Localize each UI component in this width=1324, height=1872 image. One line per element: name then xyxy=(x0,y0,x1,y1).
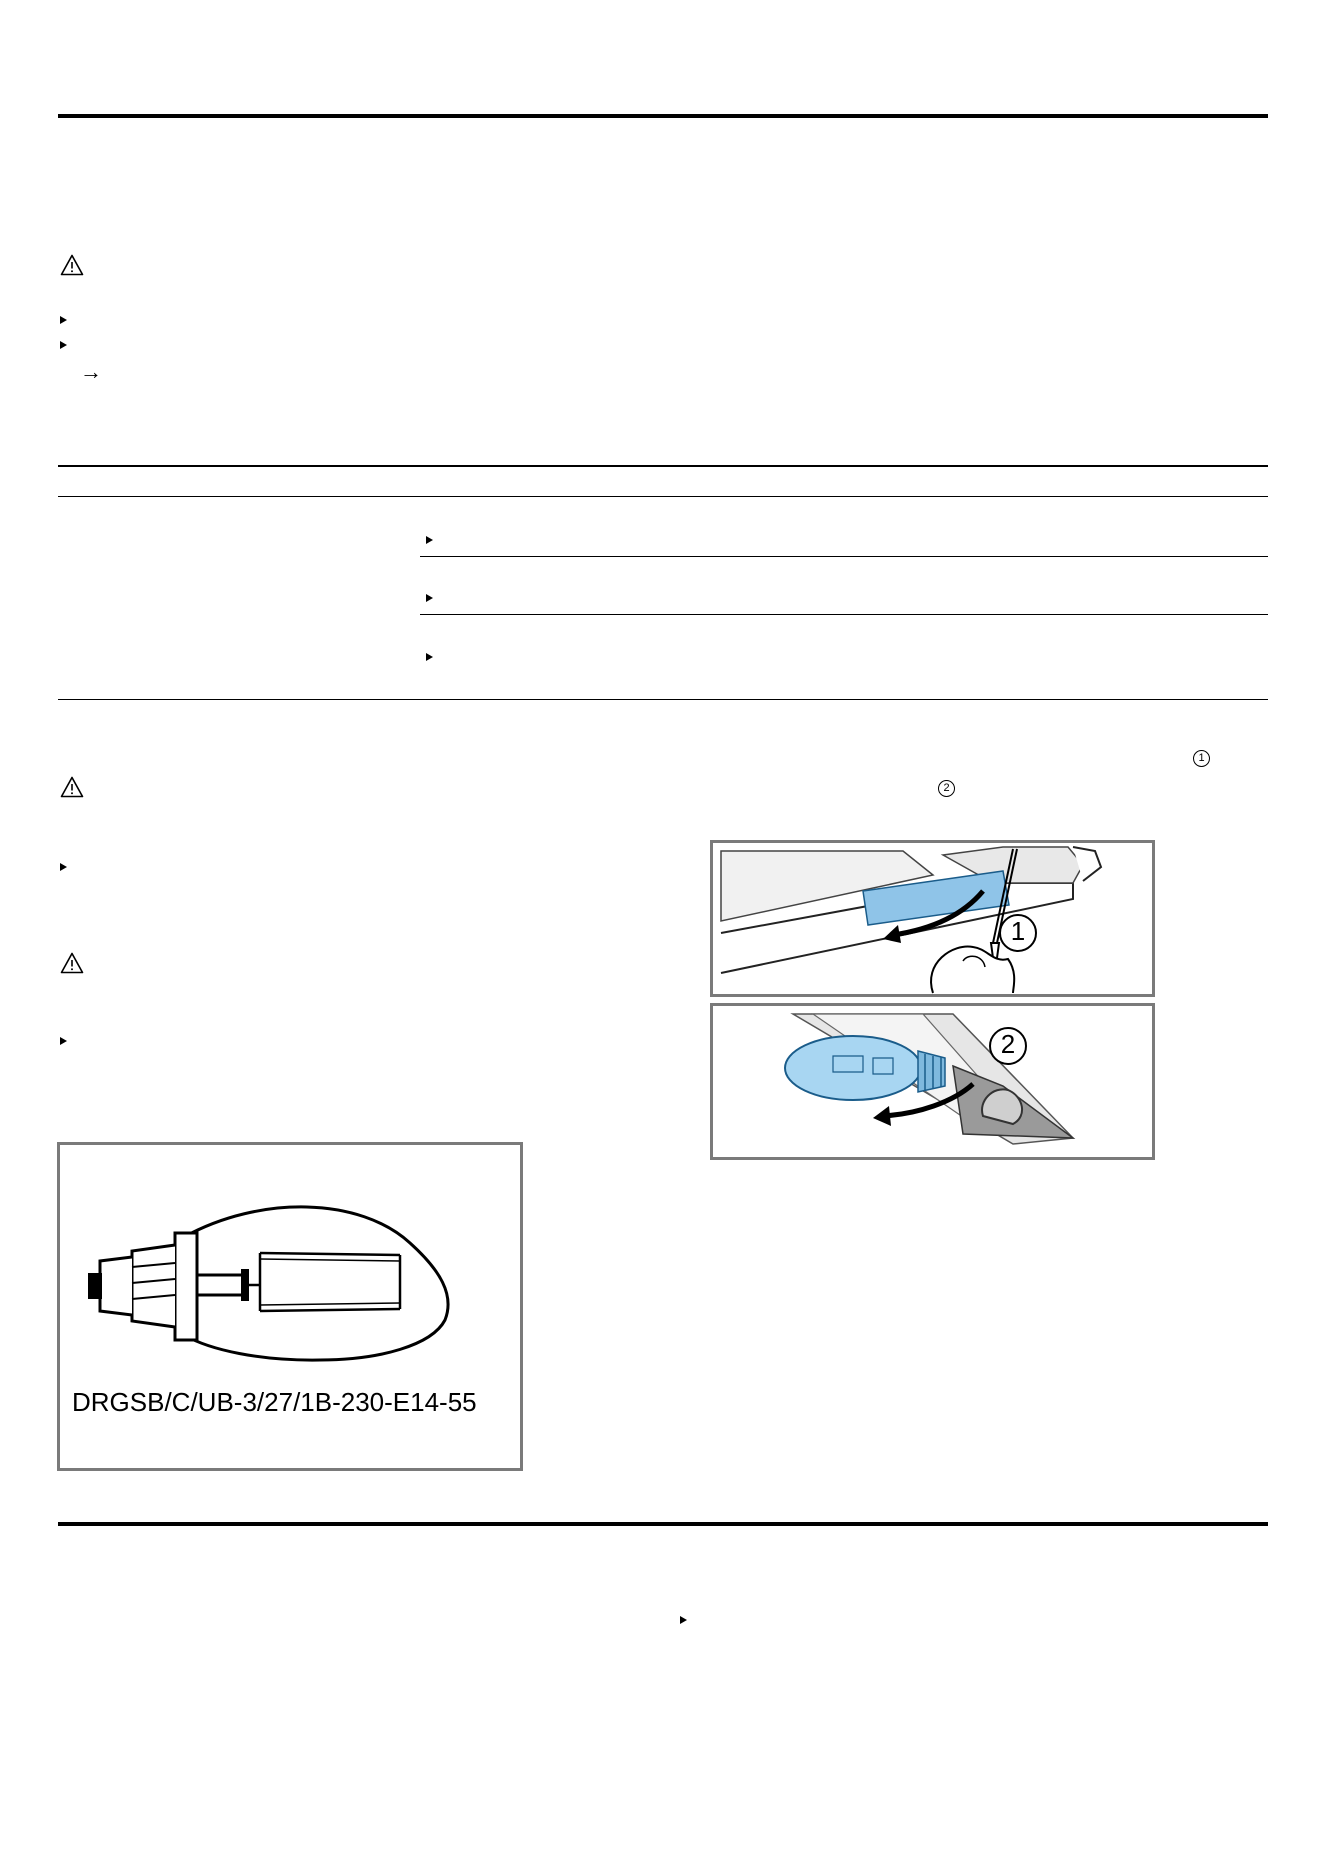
play-bullet-icon xyxy=(426,536,433,544)
warning-triangle-icon xyxy=(60,776,84,798)
callout-2-icon: 2 xyxy=(938,780,955,797)
callout-1-icon: 1 xyxy=(1193,750,1210,767)
step-1-figure xyxy=(710,840,1155,997)
remove-cover-illustration xyxy=(713,843,1152,994)
step-2-label: 2 xyxy=(1000,1029,1016,1059)
play-bullet-icon xyxy=(680,1616,687,1624)
table-header-rule xyxy=(58,496,1268,497)
warning-triangle-icon xyxy=(60,254,84,276)
step-2-figure xyxy=(710,1003,1155,1160)
bulb-type-caption: DRGSB/C/UB-3/27/1B-230-E14-55 xyxy=(72,1387,477,1417)
play-bullet-icon xyxy=(60,316,67,324)
step-1-label: 1 xyxy=(1010,916,1026,946)
play-bullet-icon xyxy=(426,594,433,602)
play-bullet-icon xyxy=(426,653,433,661)
play-bullet-icon xyxy=(60,341,67,349)
arrow-icon: → xyxy=(80,359,102,384)
bulb-illustration xyxy=(60,1145,520,1468)
warning-triangle-icon xyxy=(60,952,84,974)
play-bullet-icon xyxy=(60,863,67,871)
bulb-figure xyxy=(57,1142,523,1471)
section-rule-top xyxy=(58,114,1268,118)
play-bullet-icon xyxy=(60,1037,67,1045)
table-top-rule xyxy=(58,465,1268,467)
remove-bulb-illustration xyxy=(713,1006,1152,1157)
table-bottom-rule xyxy=(58,699,1268,700)
table-row-rule xyxy=(420,556,1268,557)
section-rule-bottom xyxy=(58,1522,1268,1526)
table-row-rule xyxy=(420,614,1268,615)
